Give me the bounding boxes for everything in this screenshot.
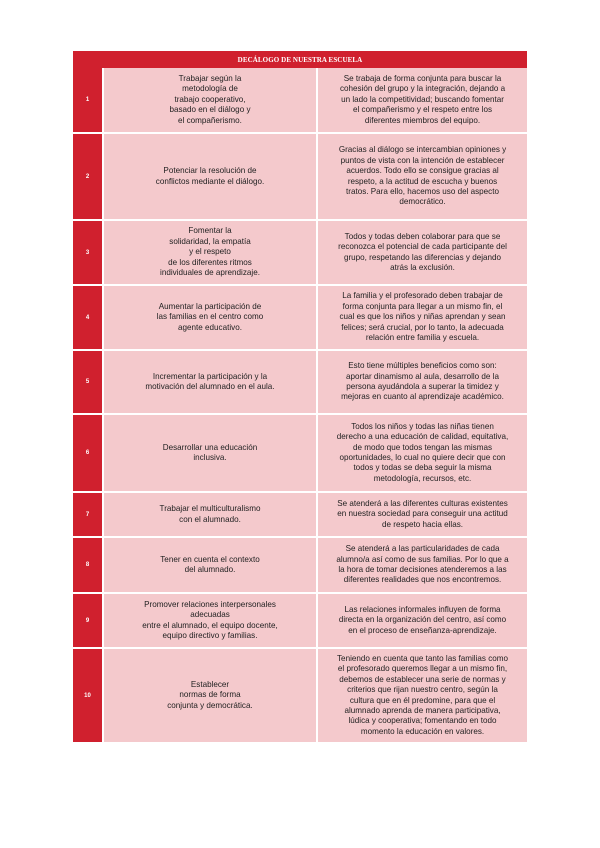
description-cell xyxy=(316,68,527,134)
row-number: 8 xyxy=(73,538,102,594)
table-row xyxy=(73,134,527,221)
row-number: 5 xyxy=(73,351,102,415)
description-cell xyxy=(316,594,527,649)
principle-cell xyxy=(102,351,316,415)
principle-text: Incrementar la participación y la motivación del alumnado en el aula. xyxy=(145,371,275,391)
table-row xyxy=(73,538,527,594)
principle-text: Aumentar la participación de las familias en el centro como agente educativo. xyxy=(156,301,264,332)
description-cell xyxy=(316,221,527,286)
principle-cell xyxy=(102,221,316,286)
description-cell xyxy=(316,351,527,415)
description-cell xyxy=(316,493,527,538)
row-number: 2 xyxy=(73,134,102,221)
row-number: 1 xyxy=(73,68,102,134)
table-row xyxy=(73,286,527,351)
row-number: 7 xyxy=(73,493,102,538)
description-text: Se atenderá a las particularidades de cada alumno/a así como de sus familias. Por lo que a la hora de tomar decisiones atenderemos a las diferentes realidades que nos encontremos. xyxy=(336,544,509,585)
principle-cell xyxy=(102,134,316,221)
row-number: 4 xyxy=(73,286,102,351)
principle-text: Tener en cuenta el contexto del alumnado. xyxy=(160,554,260,574)
table-row xyxy=(73,493,527,538)
principle-cell xyxy=(102,538,316,594)
decalogue-table xyxy=(73,51,527,744)
table-row xyxy=(73,351,527,415)
description-text: Se trabaja de forma conjunta para buscar la cohesión del grupo y la integración, dejando a un lado la competitividad; buscando fomentar el compañerismo y el respeto entre los diferentes miembros del equipo. xyxy=(339,73,506,125)
table-row xyxy=(73,415,527,493)
principle-text: Potenciar la resolución de conflictos mediante el diálogo. xyxy=(155,166,265,186)
principle-text: Desarrollar una educación inclusiva. xyxy=(162,442,258,462)
table-header-row xyxy=(73,51,527,68)
row-number: 9 xyxy=(73,594,102,649)
table-row xyxy=(73,221,527,286)
row-number: 3 xyxy=(73,221,102,286)
description-cell xyxy=(316,134,527,221)
description-cell xyxy=(316,649,527,744)
principle-text: Fomentar la solidaridad, la empatía y el respeto de los diferentes ritmos individuales de aprendizaje. xyxy=(160,226,260,278)
description-cell xyxy=(316,286,527,351)
table-row xyxy=(73,594,527,649)
principle-cell xyxy=(102,649,316,744)
table-row xyxy=(73,649,527,744)
principle-cell xyxy=(102,68,316,134)
row-number: 10 xyxy=(73,649,102,744)
principle-text: Trabajar según la metodología de trabajo cooperativo, basado en el diálogo y el compañerismo. xyxy=(169,73,251,125)
description-text: Esto tiene múltiples beneficios como son: aportar dinamismo al aula, desarrollo de la persona ayudándola a superar la timidez y mejoras en cuanto al aprendizaje académico. xyxy=(341,361,504,402)
description-text: Gracias al diálogo se intercambian opiniones y puntos de vista con la intención de establecer acuerdos. Todo ello se consigue gracias al respeto, a la actitud de escucha y buenos tratos. Para ello, hacemos uso del aspecto democrático. xyxy=(338,145,507,207)
principle-cell xyxy=(102,286,316,351)
table-row xyxy=(73,68,527,134)
principle-cell xyxy=(102,594,316,649)
principle-text: Establecer normas de forma conjunta y democrática. xyxy=(167,679,253,710)
description-text: Las relaciones informales influyen de forma directa en la organización del centro, así como en el proceso de enseñanza-aprendizaje. xyxy=(338,604,507,635)
description-cell xyxy=(316,415,527,493)
description-text: Todos y todas deben colaborar para que se reconozca el potencial de cada participante del grupo, respetando las diferencias y dejando atrás la exclusión. xyxy=(338,231,507,272)
description-cell xyxy=(316,538,527,594)
description-text: Se atenderá a las diferentes culturas existentes en nuestra sociedad para conseguir una actitud de respeto hacia ellas. xyxy=(337,498,508,529)
principle-text: Trabajar el multiculturalismo con el alumnado. xyxy=(159,504,261,524)
description-text: Todos los niños y todas las niñas tienen derecho a una educación de calidad, equitativa, de modo que todos tengan las mismas oportunidades, lo cual no quiere decir que con todos y todas se deba seguir la misma metodología, recursos, etc. xyxy=(336,421,509,483)
table-title: DECÁLOGO DE NUESTRA ESCUELA xyxy=(73,51,527,68)
description-text: La familia y el profesorado deben trabajar de forma conjunta para llegar a un mismo fin, el cual es que los niños y niñas aprendan y sean felices; será crucial, por lo tanto, la adecuada relación entre familia y escuela. xyxy=(339,291,506,343)
principle-cell xyxy=(102,493,316,538)
description-text: Teniendo en cuenta que tanto las familias como el profesorado queremos llegar a un mismo fin, debemos de establecer una serie de normas y criterios que rijan nuestro centro, según la cultura que en él predomine, para que el alumnado aprenda de manera participativa, lúdica y cooperativa; fomentando en todo momento la educación en valores. xyxy=(337,653,508,736)
principle-cell xyxy=(102,415,316,493)
principle-text: Promover relaciones interpersonales adecuadas entre el alumnado, el equipo docente, equipo directivo y familias. xyxy=(142,599,278,640)
row-number: 6 xyxy=(73,415,102,493)
